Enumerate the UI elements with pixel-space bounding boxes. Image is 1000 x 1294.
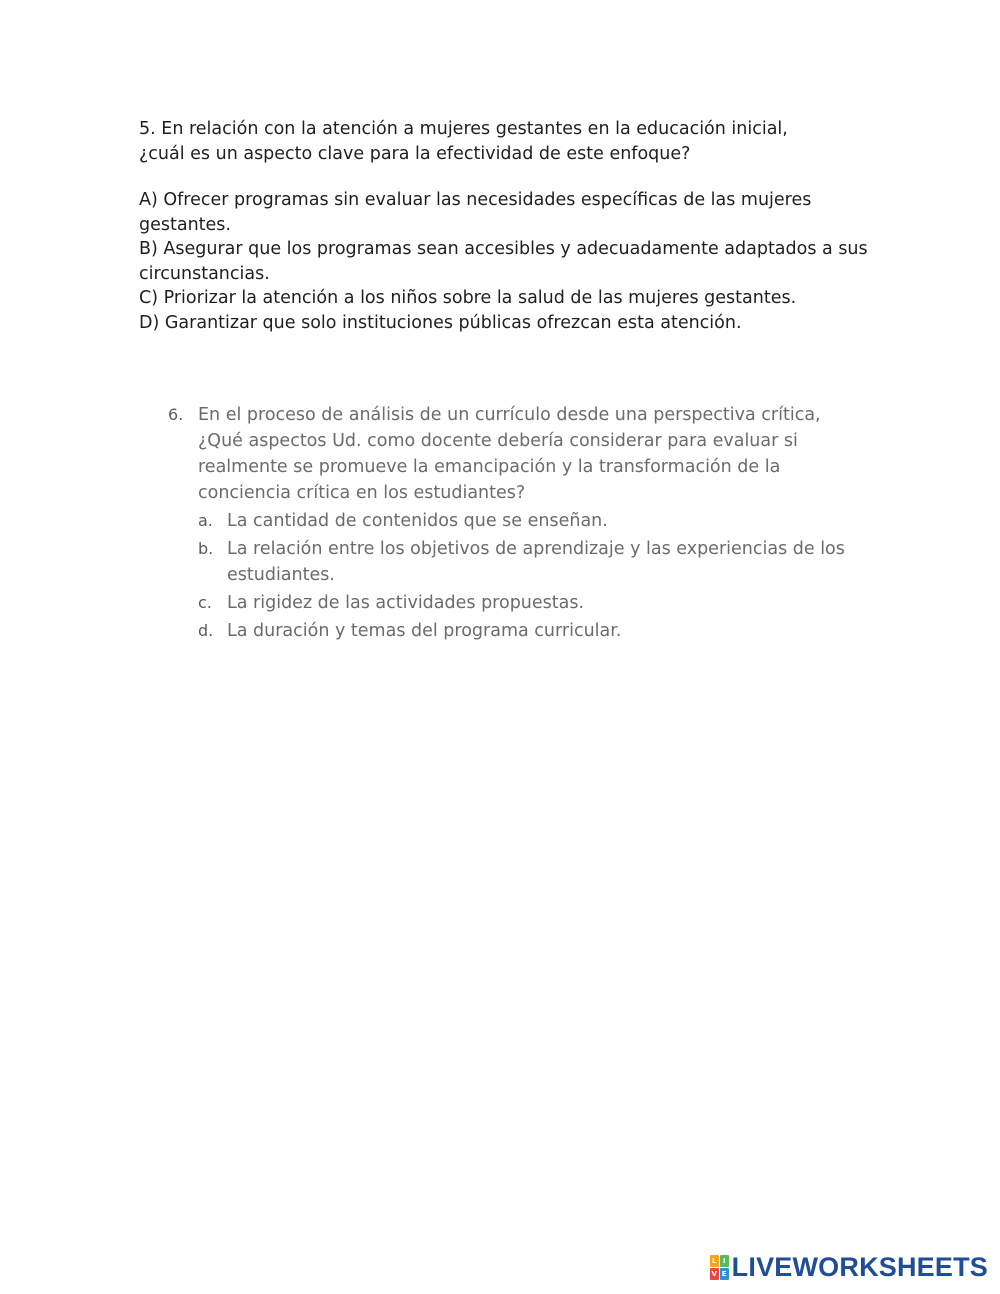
- option-text: La rigidez de las actividades propuestas.: [227, 593, 585, 613]
- liveworksheets-logo-icon: [710, 1255, 729, 1280]
- liveworksheets-logo-text: LIVEWORKSHEETS: [731, 1252, 988, 1282]
- logo-tile-i: I: [720, 1255, 729, 1267]
- question-6: [168, 402, 848, 646]
- option-text: La duración y temas del programa curricular.: [227, 621, 622, 641]
- question-5-option-a: A) Ofrecer programas sin evaluar las necesidades específicas de las mujeres gestantes.: [139, 190, 812, 235]
- logo-tile-e: E: [720, 1268, 729, 1280]
- question-6-option-a: [198, 508, 848, 534]
- option-letter: b.: [198, 539, 214, 558]
- liveworksheets-logo: [710, 1252, 988, 1282]
- question-5: [139, 117, 869, 335]
- logo-tile-l: L: [710, 1255, 719, 1267]
- question-5-stem-line-2: ¿cuál es un aspecto clave para la efectividad de este enfoque?: [139, 143, 691, 164]
- option-text: La relación entre los objetivos de aprendizaje y las experiencias de los estudiantes.: [227, 539, 845, 585]
- question-5-option-b: B) Asegurar que los programas sean accesibles y adecuadamente adaptados a sus circunstancias.: [139, 239, 868, 284]
- question-6-option-c: [198, 590, 848, 616]
- question-6-option-d: [198, 618, 848, 644]
- question-5-stem-line-1: 5. En relación con la atención a mujeres gestantes en la educación inicial,: [139, 119, 788, 139]
- question-5-option-c: C) Priorizar la atención a los niños sobre la salud de las mujeres gestantes.: [139, 288, 797, 308]
- option-letter: c.: [198, 593, 212, 612]
- question-6-option-b: [198, 536, 848, 588]
- option-text: La cantidad de contenidos que se enseñan.: [227, 511, 608, 531]
- question-6-stem-row: [168, 402, 848, 506]
- option-letter: a.: [198, 511, 213, 530]
- question-5-option-d: D) Garantizar que solo instituciones públicas ofrezcan esta atención.: [139, 312, 742, 333]
- logo-tile-v: V: [711, 1269, 717, 1278]
- question-6-stem: En el proceso de análisis de un currículo desde una perspectiva crítica, ¿Qué aspectos Ud. como docente debería considerar para evaluar si realmente se promueve la emancipación y la transformación de la conciencia crítica en los estudiantes?: [198, 405, 821, 503]
- question-6-number: 6.: [168, 405, 184, 424]
- question-6-options: [198, 508, 848, 644]
- option-letter: d.: [198, 621, 214, 640]
- question-5-stem: [139, 117, 869, 166]
